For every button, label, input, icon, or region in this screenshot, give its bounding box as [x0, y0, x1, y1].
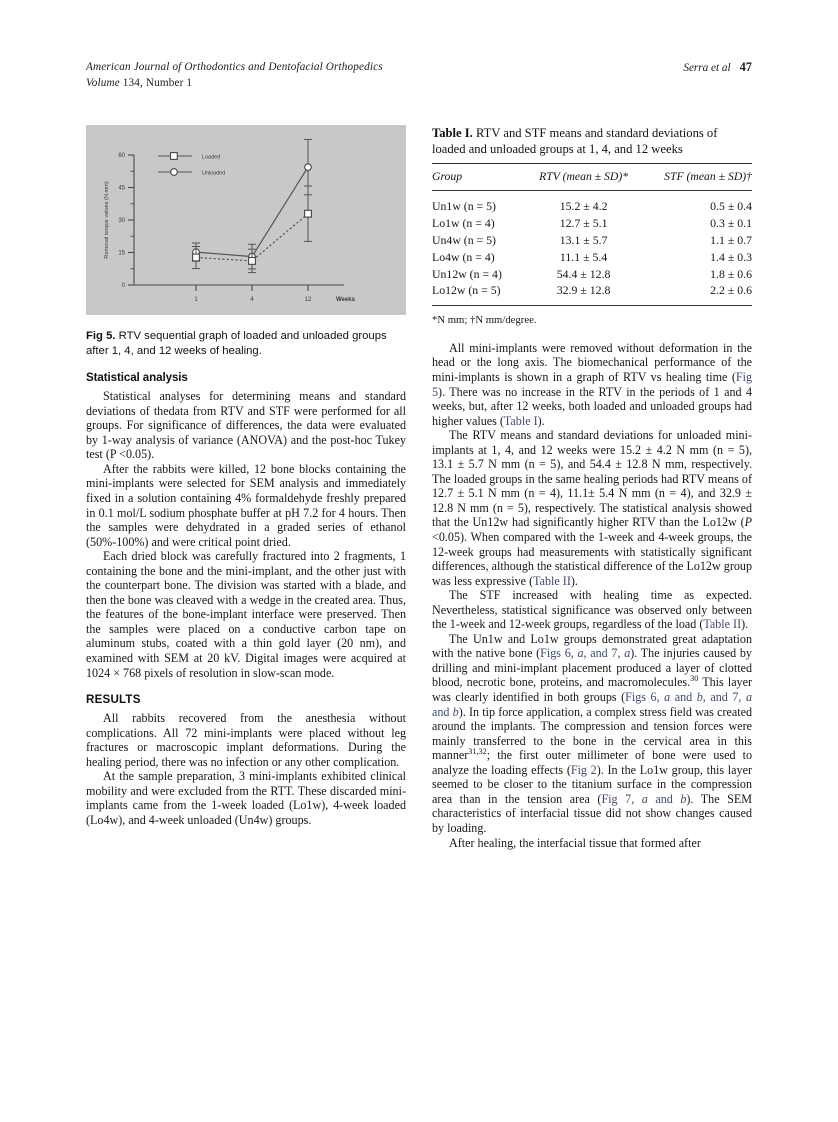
xref-fig-5[interactable]: Fig 5 — [432, 370, 752, 399]
svg-text:60: 60 — [118, 153, 125, 159]
svg-text:12: 12 — [304, 297, 312, 303]
table-head — [432, 164, 752, 191]
paragraph-results-4: The RTV means and standard deviations for unloaded mini-implants at 1, 4, and 12 weeks were 15.2 ± 4.2 N mm (n = 5), 13.1 ± 5.7 N mm (n = 5), and 54.4 ± 12.8 N mm, respectively. The loaded groups in the same healing periods had RTV means of 12.7 ± 5.1 N mm (n = 4), 11.1± 5.4 N mm (n = 4), and 32.9 ± 12.8 N mm (n = 5), respectively. The statistical analysis showed that the Un12w had significantly higher RTV than the Lo12w (P <0.05). When compared with the 1-week and 4-week groups, the 12-week groups had measurements with statistically significant differences, although the statistical difference of the Lo12w group was less expressive (Table II). — [432, 428, 752, 588]
cell-stf: 1.8 ± 0.6 — [710, 266, 752, 281]
figure-caption-text: RTV sequential graph of loaded and unloaded groups after 1, 4, and 12 weeks of healing. — [86, 330, 387, 357]
cell-stf: 1.4 ± 0.3 — [710, 249, 752, 264]
table-label: Table I. — [432, 126, 473, 140]
right-column — [432, 125, 752, 850]
table-1 — [432, 163, 752, 305]
figure-caption — [86, 329, 406, 358]
table-footnote: *N mm; †N mm/degree. — [432, 313, 537, 326]
cell-rtv: 15.2 ± 4.2 — [559, 199, 608, 214]
table-row — [432, 232, 752, 249]
svg-text:15: 15 — [118, 250, 125, 257]
cell-group: Lo4w (n = 4) — [432, 249, 495, 264]
paragraph-statistical-2: After the rabbits were killed, 12 bone blocks containing the mini-implants were selected for SEM analysis and immediately fixed in a solution containing 4% formaldehyde freshly prepared in 0.1 mol/L sodium phosphate buffer at pH 7.2 for 4 hours. Then the samples were dehydrated in a graded series of ethanol (50%-100%) and were critical point dried. — [86, 461, 406, 549]
table-title-text: RTV and STF means and standard deviations of loaded and unloaded groups at 1, 4, and 12 weeks — [432, 126, 718, 157]
journal-title: American Journal of Orthodontics and Dentofacial Orthopedics — [86, 61, 383, 73]
cell-rtv: 54.4 ± 12.8 — [556, 266, 611, 281]
paragraph-results-3: All mini-implants were removed without deformation in the head or the long axis. The biomechanical performance of the mini-implants is shown in a graph of RTV vs healing time (Fig 5). There was no increase in the RTV in the periods of 1 and 4 weeks, but, after 12 weeks, both loaded and unloaded groups had higher values (Table I). — [432, 340, 752, 428]
svg-text:Weeks: Weeks — [336, 297, 355, 303]
cell-group: Lo12w (n = 5) — [432, 283, 501, 298]
citation-30[interactable]: 30 — [690, 674, 699, 684]
left-column — [86, 125, 406, 828]
cell-group: Lo1w (n = 4) — [432, 216, 495, 231]
table-row — [432, 249, 752, 266]
table-row — [432, 265, 752, 282]
p-value-italic: P — [744, 515, 752, 530]
page-number: 47 — [739, 60, 752, 74]
table-bottom-rule — [432, 305, 752, 306]
xref-conj-and-3: and — [647, 791, 681, 806]
section-heading-statistical-analysis: Statistical analysis — [86, 371, 188, 385]
cell-group: Un4w (n = 5) — [432, 232, 496, 247]
cell-stf: 1.1 ± 0.7 — [710, 232, 752, 247]
cell-stf: 0.3 ± 0.1 — [710, 216, 752, 231]
cell-rtv: 11.1 ± 5.4 — [559, 249, 608, 264]
xref-fig-7b[interactable]: , and 7 — [702, 690, 739, 705]
paragraph-statistical-1: Statistical analyses for determining means and standard deviations of thedata from RTV and STF were performed for all groups. For significance of differences, the data were evaluated by 1-way analysis of variance (ANOVA) and the post-hoc Tukey test (P <0.05). — [86, 389, 406, 462]
running-head-left — [86, 60, 383, 91]
cell-rtv: 32.9 ± 12.8 — [556, 283, 611, 298]
paragraph-statistical-3: Each dried block was carefully fractured into 2 fragments, 1 containing the bone and the mini-implant, and the other just with the counterpart bone. The division was started with a blade, and then the bone was cleaved with a wedge in the created area. Thus, the features of the bone-implant interface were preserved. Then the samples were placed on a conductive carbon tape on aluminum stubs, coated with a thin gold layer (20 nm), and examined with SEM at 20 kV. Digital images were acquired at 1024 × 768 pixels of resolution in slow-scan mode. — [86, 549, 406, 680]
rtv-line-chart — [86, 125, 406, 315]
svg-text:Loaded: Loaded — [202, 154, 220, 161]
xref-fig-7c-part-a[interactable]: , a — [631, 791, 648, 806]
xref-conj-and: and — [670, 690, 697, 705]
xref-fig-7b-part-a[interactable]: , a — [738, 690, 752, 705]
xref-figs-6b-part-a[interactable]: , a — [656, 690, 671, 705]
column-header-rtv: RTV (mean ± SD)* — [520, 164, 640, 191]
table-row — [432, 191, 752, 215]
figure-5 — [86, 125, 406, 315]
svg-text:30: 30 — [118, 218, 125, 224]
xref-fig-7[interactable]: , and 7 — [583, 646, 618, 661]
paragraph-results-6: The Un1w and Lo1w groups demonstrated great adaptation with the native bone (Figs 6, a, and 7, a). The injuries caused by drilling and mini-implant placement produced a layer of clotted blood, necrotic bone, proteins, and macromolecules.$^{30}$ This layer was clearly identified in both groups (Figs 6, a and b, and 7, a and b). In tip force application, a complex stress field was created around the implants. The compression and tension forces were mainly transferred to the bone in the cervical area in this manner$^{31,32}$; the first outer millimeter of bone were used to analyze the loading effects (Fig 2). In the Lo1w group, this layer seemed to be closer to the titanium surface in the compression area than in the tension area (Fig 7, a and b). The SEM characteristics of interfacial tissue did not show changes caused by loading. — [432, 631, 753, 835]
xref-fig-7c-part-b[interactable]: b — [680, 791, 687, 806]
paragraph-results-7: After healing, the interfacial tissue that formed after — [449, 835, 701, 850]
xref-table-1[interactable]: Table I — [503, 413, 538, 428]
volume-line: Volume 134, Number 1 — [86, 76, 193, 89]
table-row — [432, 215, 752, 232]
cell-rtv: 12.7 ± 5.1 — [559, 216, 608, 231]
citation-31-32[interactable]: 31,32 — [468, 747, 487, 757]
paragraph-results-5: The STF increased with healing time as expected. Nevertheless, statistical significance was observed only between the 1-week and 12-week groups, regardless of the load (Table II). — [432, 588, 752, 632]
cell-rtv: 13.1 ± 5.7 — [559, 232, 608, 247]
paragraph-results-2: At the sample preparation, 3 mini-implants exhibited clinical mobility and were excluded from the RTT. These discarded mini-implants came from the 1-week loaded (Lo1w), 4-week loaded (Lo4w), and 4-week unloaded (Un4w) groups. — [86, 769, 406, 827]
xref-figs-6b-part-b[interactable]: b — [696, 690, 703, 705]
cell-group: Un1w (n = 5) — [432, 199, 496, 214]
svg-text:Removal torque values (N.mm): Removal torque values (N.mm) — [104, 181, 110, 259]
section-heading-results: RESULTS — [86, 693, 141, 707]
cell-stf: 0.5 ± 0.4 — [710, 199, 752, 214]
xref-figs-6b[interactable]: Figs 6 — [625, 690, 657, 705]
xref-table-2[interactable]: Table II — [533, 573, 571, 588]
table-title — [432, 125, 752, 157]
xref-figs-6[interactable]: Figs 6 — [540, 646, 571, 661]
xref-fig-7b-part-b[interactable]: b — [452, 704, 459, 719]
figure-caption-label: Fig 5. — [86, 330, 116, 342]
cell-group: Un12w (n = 4) — [432, 266, 502, 281]
svg-text:0: 0 — [121, 283, 125, 289]
column-header-stf: STF (mean ± SD)† — [641, 164, 752, 191]
paragraph-results-1: All rabbits recovered from the anesthesia without complications. All 72 mini-implants were placed without leg fractures or macroscopic implant deformations. During the healing period, there was no infection or any other complication. — [86, 711, 406, 769]
svg-text:1: 1 — [194, 297, 198, 303]
xref-conj-and-2: and — [432, 704, 453, 719]
xref-fig-7c[interactable]: Fig 7 — [601, 791, 632, 806]
xref-figs-6-part-a[interactable]: , a — [570, 646, 584, 661]
svg-text:45: 45 — [118, 185, 125, 192]
xref-fig-7-part-a[interactable]: , a — [617, 646, 631, 661]
svg-text:4: 4 — [250, 297, 254, 303]
xref-table-2[interactable]: Table II — [703, 617, 742, 632]
xref-fig-2[interactable]: Fig 2 — [570, 762, 597, 777]
column-header-group: Group — [432, 164, 520, 191]
svg-text:Unloaded: Unloaded — [202, 170, 226, 177]
author-running-name: Serra et al — [683, 62, 731, 74]
table-header-row — [432, 164, 752, 191]
cell-stf: 2.2 ± 0.6 — [710, 283, 752, 298]
running-head — [86, 60, 752, 91]
running-head-right — [683, 60, 752, 77]
table-row — [432, 282, 752, 305]
table-body — [432, 191, 752, 305]
